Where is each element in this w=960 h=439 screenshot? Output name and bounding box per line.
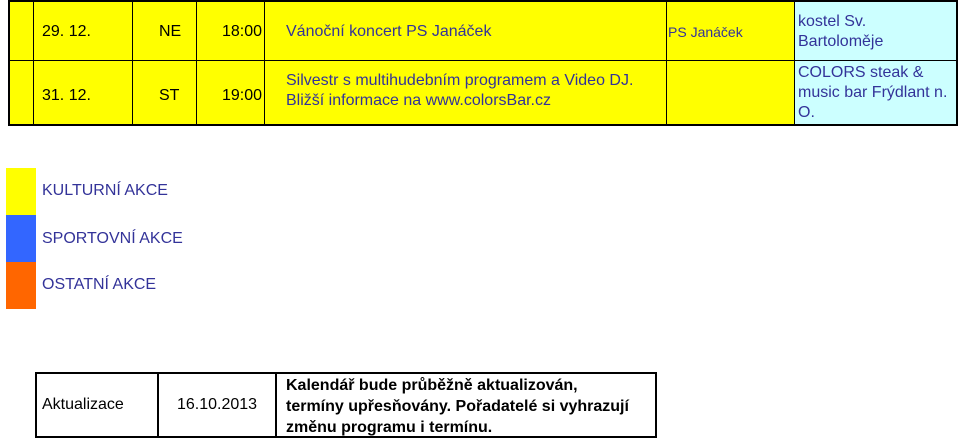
event-venue-line: Bartoloměje (798, 33, 884, 50)
category-color-bar (8, 2, 33, 62)
update-note-line: termíny upřesňovány. Pořadatelé si vyhrazují (286, 398, 629, 415)
event-organizer: PS Janáček (666, 2, 794, 62)
event-organizer (666, 61, 794, 124)
event-venue-line: O. (798, 104, 815, 121)
event-row (8, 60, 958, 126)
event-venue-line: kostel Sv. (798, 13, 867, 30)
update-note-line: Kalendář bude průběžně aktualizován, (286, 377, 578, 394)
event-title-line: Vánoční koncert PS Janáček (286, 23, 492, 40)
event-venue (794, 61, 958, 124)
event-venue-line: COLORS steak & (798, 64, 924, 81)
event-day: NE (132, 2, 196, 62)
event-day: ST (132, 61, 196, 124)
event-title (264, 2, 666, 62)
update-label: Aktualizace (42, 396, 124, 413)
legend-swatch-culture (6, 168, 36, 215)
update-note (275, 374, 657, 436)
events-table (8, 0, 958, 123)
update-note-line: změnu programu i termínu. (286, 419, 493, 436)
event-venue (794, 2, 958, 62)
event-row (8, 0, 958, 62)
event-date: 29. 12. (33, 2, 132, 62)
legend-label-sport: SPORTOVNÍ AKCE (42, 230, 183, 247)
category-color-bar (8, 61, 33, 124)
event-date: 31. 12. (33, 61, 132, 124)
event-title (264, 61, 666, 124)
event-title-line: Bližší informace na www.colorsBar.cz (286, 92, 551, 109)
legend-swatch-other (6, 262, 36, 309)
legend-swatch-sport (6, 215, 36, 262)
event-title-line: Silvestr s multihudebním programem a Video DJ. (286, 72, 634, 89)
update-box (35, 372, 657, 438)
legend-label-culture: KULTURNÍ AKCE (42, 182, 168, 199)
event-time: 19:00 (196, 61, 264, 124)
event-venue-line: music bar Frýdlant n. (798, 84, 948, 101)
legend-label-other: OSTATNÍ AKCE (42, 276, 157, 293)
update-date: 16.10.2013 (157, 374, 275, 436)
event-time: 18:00 (196, 2, 264, 62)
